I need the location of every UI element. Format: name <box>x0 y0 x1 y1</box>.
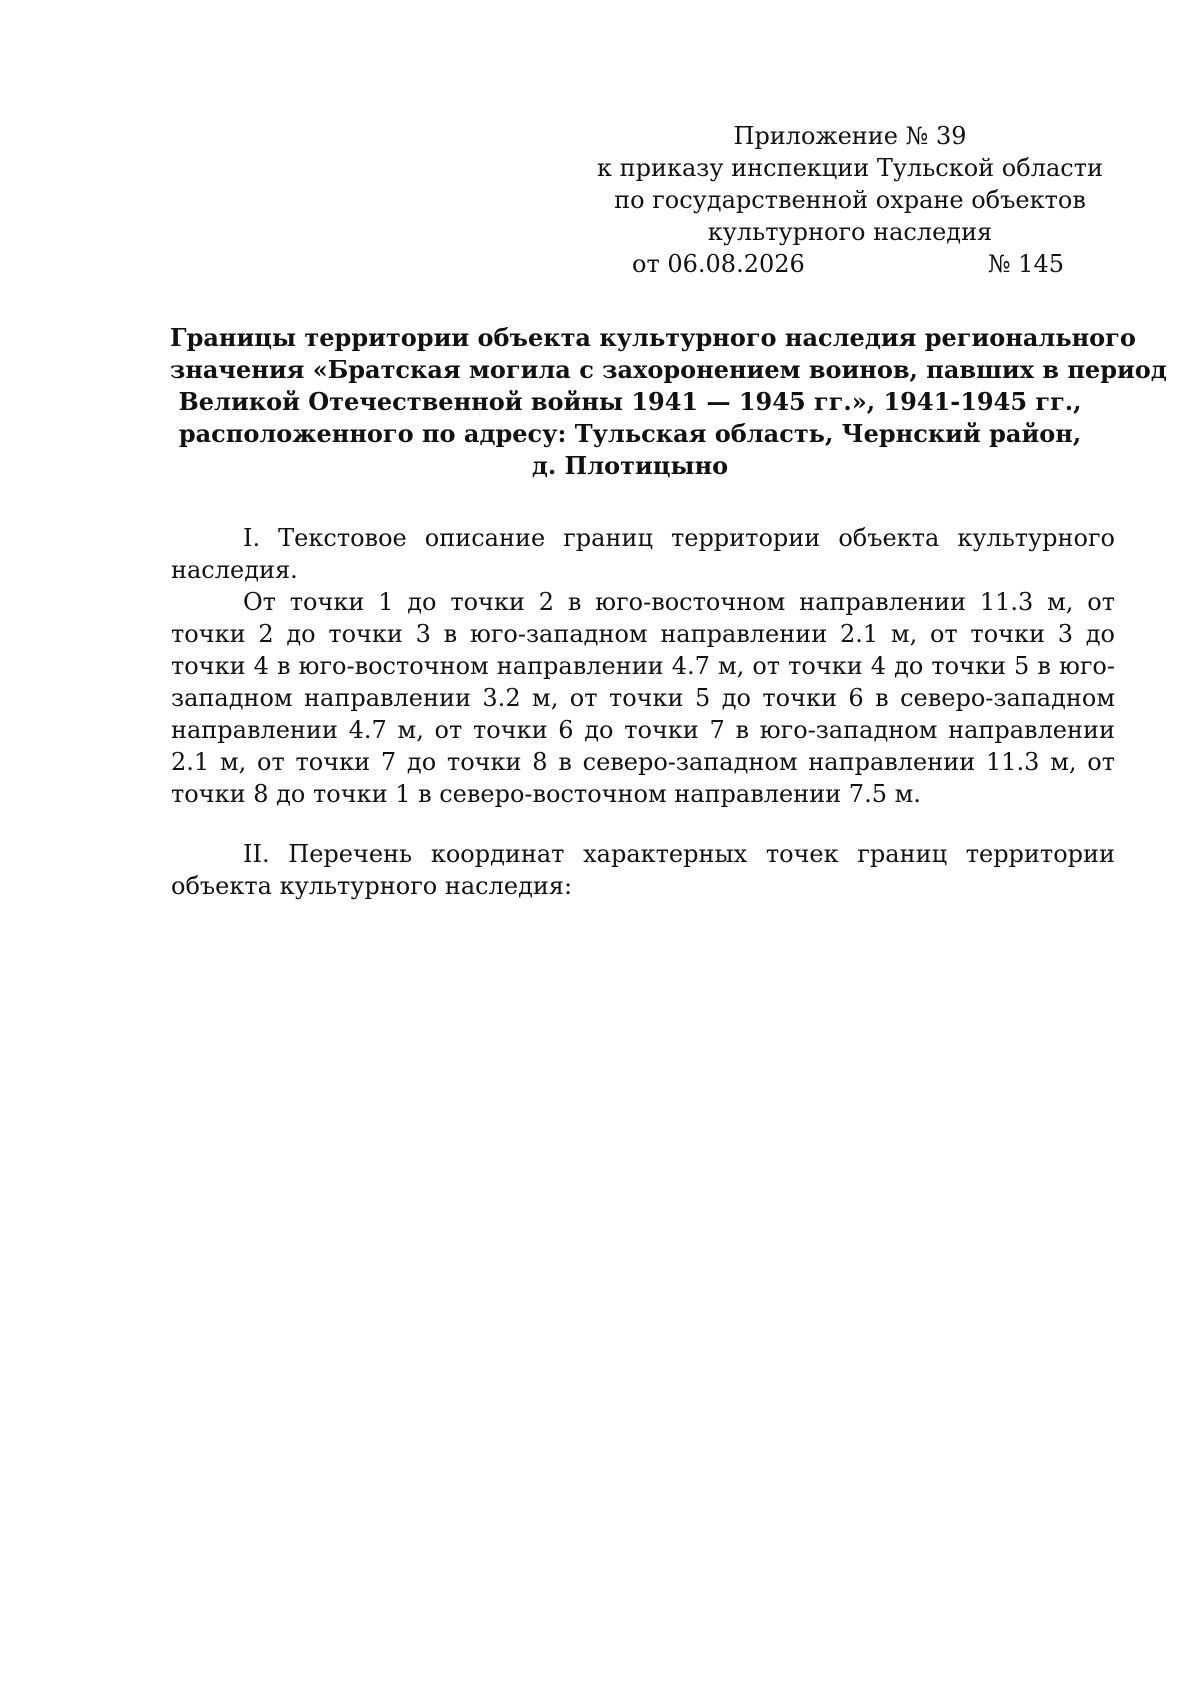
appendix-date-row <box>590 248 1110 280</box>
appendix-number: Приложение № 39 <box>733 122 967 150</box>
order-number: № 145 <box>987 250 1064 278</box>
section-1-description: От точки 1 до точки 2 в юго-восточном направлении 11.3 м, от точки 2 до точки 3 в юго-западном направлении 2.1 м, от точки 3 до точки 4 в юго-восточном направлении 4.7 м, от точки 4 до точки 5 в юго-западном направлении 3.2 м, от точки 5 до точки 6 в северо-западном направлении 4.7 м, от точки 6 до точки 7 в юго-западном направлении 2.1 м, от точки 7 до точки 8 в северо-западном направлении 11.3 м, от точки 8 до точки 1 в северо-восточном направлении 7.5 м. <box>171 588 1115 808</box>
document-title <box>170 322 1167 482</box>
title-line-1: Границы территории объекта культурного наследия регионального <box>170 323 1136 352</box>
section-1-heading: I. Текстовое описание границ территории объекта культурного наследия. <box>171 524 1115 584</box>
title-line-5: д. Плотицыно <box>531 451 729 480</box>
section-2-heading: II. Перечень координат характерных точек границ территории объекта культурного наследия: <box>171 840 1115 900</box>
appendix-header <box>590 120 1110 280</box>
appendix-heritage: культурного наследия <box>707 218 993 246</box>
title-line-2: значения «Братская могила с захоронением воинов, павших в период <box>170 355 1167 384</box>
title-line-3: Великой Отечественной войны 1941 — 1945 гг.», 1941-1945 гг., <box>178 387 1082 416</box>
appendix-inspection: по государственной охране объектов <box>614 186 1086 214</box>
order-date: от 06.08.2026 <box>632 250 805 278</box>
appendix-order-ref: к приказу инспекции Тульской области <box>597 154 1103 182</box>
title-line-4: расположенного по адресу: Тульская область, Чернский район, <box>178 419 1082 448</box>
document-body <box>171 522 1115 902</box>
